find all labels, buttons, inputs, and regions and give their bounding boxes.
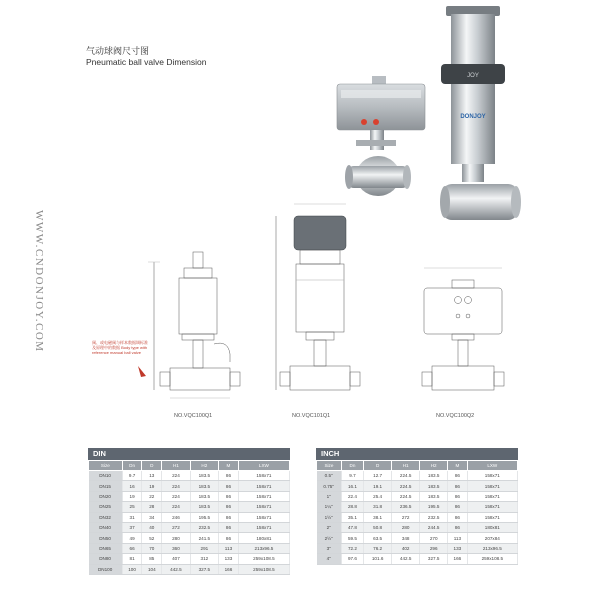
table-cell: 183.5 [420,481,448,491]
table-cell: 63.5 [364,533,392,543]
table-cell: 100 [122,564,142,574]
table-cell: 86 [448,522,467,532]
table-cell: 232.5 [190,522,218,532]
table-cell: 133 [448,543,467,553]
table-row [89,564,290,574]
table-cell: 72.2 [341,543,363,553]
table-cell: 70 [142,543,162,553]
table-cell: 86 [219,522,239,532]
table-cell: 232.5 [420,512,448,522]
column-header: M [219,461,239,471]
table-row [317,491,518,501]
din-table-title: DIN [88,448,290,460]
table-cell: 180x81 [467,522,517,532]
table-cell: 38.1 [364,512,392,522]
table-cell: 25 [122,502,142,512]
caption-vqc100q1: NO.VQC100Q1 [174,413,213,419]
column-header: Size [317,461,342,471]
table-row [89,491,290,501]
table-row [317,554,518,564]
column-header: D [142,461,162,471]
table-cell: DN32 [89,512,123,522]
table-cell: 272 [392,512,420,522]
table-cell: 13 [142,471,162,481]
table-cell: 224 [162,481,190,491]
table-cell: 19 [142,481,162,491]
table-cell: 22.4 [341,491,363,501]
table-cell: 407 [162,554,190,564]
table-row [317,512,518,522]
table-cell: 37 [122,522,142,532]
table-row [317,522,518,532]
drawing-vqc100q2 [422,268,504,390]
table-cell: 86 [219,491,239,501]
table-cell: 183.5 [190,471,218,481]
inch-table [316,448,518,565]
table-cell: 9.7 [341,471,363,481]
inch-dimension-table [316,460,518,565]
table-cell: 442.5 [392,554,420,564]
table-cell: 280 [162,533,190,543]
table-cell: 86 [219,471,239,481]
table-cell: 86 [219,502,239,512]
table-cell: 348 [392,533,420,543]
table-cell: 246 [162,512,190,522]
photo-linear-actuator-valve [440,6,521,220]
table-cell: 402 [392,543,420,553]
caption-vqc100q2: NO.VQC100Q2 [436,413,475,419]
table-cell: 86 [219,533,239,543]
table-cell: 28.8 [341,502,363,512]
table-cell: 86 [448,481,467,491]
table-cell: 272 [162,522,190,532]
table-cell: 113 [448,533,467,543]
table-cell: 195.5 [190,512,218,522]
table-cell: DN40 [89,522,123,532]
table-cell: 224 [162,491,190,501]
caption-vqc101q1: NO.VQC101Q1 [292,413,331,419]
drawing-vqc100q1 [148,252,240,398]
table-cell: 224 [162,471,190,481]
column-header: H1 [392,461,420,471]
table-cell: DN65 [89,543,123,553]
drawing-vqc101q1 [276,204,360,390]
table-cell: DN15 [89,481,123,491]
table-cell: 183.5 [190,491,218,501]
table-cell: 158x71 [238,502,289,512]
brand-logo: DONJOY [460,114,486,120]
table-row [317,471,518,481]
table-row [89,533,290,543]
table-cell: 259x108.5 [467,554,517,564]
table-cell: 270 [420,533,448,543]
column-header: H2 [420,461,448,471]
page-title-en: Pneumatic ball valve Dimension [86,57,207,67]
table-cell: 213x96.5 [238,543,289,553]
table-row [89,481,290,491]
table-cell: 19.1 [364,481,392,491]
table-cell: 158x71 [467,471,517,481]
table-cell: 76.2 [364,543,392,553]
table-cell: 180x81 [238,533,289,543]
table-cell: 224 [162,502,190,512]
table-cell: 16 [122,481,142,491]
table-cell: 158x71 [238,522,289,532]
table-row [317,481,518,491]
table-row [317,533,518,543]
table-cell: 66 [122,543,142,553]
table-cell: 113 [219,543,239,553]
table-cell: 183.5 [190,502,218,512]
table-cell: 22 [142,491,162,501]
table-cell: 1" [317,491,342,501]
table-cell: DN80 [89,554,123,564]
table-cell: 2½" [317,533,342,543]
table-cell: 86 [219,481,239,491]
table-row [317,543,518,553]
table-cell: 59.5 [341,533,363,543]
svg-text:JOY: JOY [467,73,479,79]
table-cell: 0.75" [317,481,342,491]
table-cell: 442.5 [162,564,190,574]
table-cell: 158x71 [467,502,517,512]
table-cell: 158x71 [467,512,517,522]
table-cell: 241.5 [190,533,218,543]
drawing-note: 阀、或电磁阀与样本数据调标准及原理中的数据 Body type with reference manual ball valve [92,340,148,355]
table-cell: 158x71 [238,512,289,522]
table-cell: 49 [122,533,142,543]
table-cell: 224.5 [392,491,420,501]
table-cell: 86 [448,471,467,481]
table-cell: 236.5 [392,502,420,512]
table-cell: 3" [317,543,342,553]
table-cell: 86 [219,512,239,522]
table-cell: 101.6 [364,554,392,564]
table-cell: 2" [317,522,342,532]
table-cell: 207x84 [467,533,517,543]
column-header: H1 [162,461,190,471]
table-cell: 213x96.5 [467,543,517,553]
table-cell: 9.7 [122,471,142,481]
page-title-cn: 气动球阀尺寸图 [86,46,150,56]
table-cell: DN50 [89,533,123,543]
table-cell: DN20 [89,491,123,501]
table-cell: 195.5 [420,502,448,512]
table-cell: 35.1 [341,512,363,522]
table-cell: 85 [142,554,162,564]
photo-rack-actuator-valve [337,76,425,196]
table-row [89,543,290,553]
table-cell: 86 [448,512,467,522]
table-cell: 166 [448,554,467,564]
column-header: Size [89,461,123,471]
table-cell: 158x71 [467,491,517,501]
table-cell: 34 [142,512,162,522]
table-cell: 360 [162,543,190,553]
table-cell: 327.5 [420,554,448,564]
table-cell: 81 [122,554,142,564]
table-cell: 16.1 [341,481,363,491]
table-cell: 50.8 [364,522,392,532]
column-header: D [364,461,392,471]
table-cell: 52 [142,533,162,543]
column-header: H2 [190,461,218,471]
table-cell: DN25 [89,502,123,512]
table-cell: 158x71 [238,471,289,481]
table-cell: DN100 [89,564,123,574]
table-row [89,512,290,522]
table-row [89,554,290,564]
table-cell: 1½" [317,512,342,522]
table-cell: 183.5 [420,491,448,501]
table-cell: 133 [219,554,239,564]
table-cell: DN10 [89,471,123,481]
table-cell: 183.5 [420,471,448,481]
table-cell: 312 [190,554,218,564]
table-cell: 4" [317,554,342,564]
column-header: LXW [238,461,289,471]
table-cell: 183.5 [190,481,218,491]
table-cell: 86 [448,491,467,501]
table-cell: 166 [219,564,239,574]
table-cell: 224.5 [392,471,420,481]
table-row [89,471,290,481]
table-cell: 0.5" [317,471,342,481]
table-cell: 104 [142,564,162,574]
column-header: Dn [122,461,142,471]
table-cell: 1¼" [317,502,342,512]
arrow-icon [138,366,146,377]
table-cell: 259x108.5 [238,564,289,574]
table-cell: 158x71 [467,481,517,491]
table-cell: 296 [420,543,448,553]
column-header: M [448,461,467,471]
table-cell: 158x71 [238,491,289,501]
table-cell: 86 [448,502,467,512]
column-header: LXW [467,461,517,471]
table-cell: 19 [122,491,142,501]
table-cell: 327.5 [190,564,218,574]
table-cell: 25.4 [364,491,392,501]
table-cell: 12.7 [364,471,392,481]
table-cell: 259x108.5 [238,554,289,564]
column-header: Dn [341,461,363,471]
table-cell: 158x71 [238,481,289,491]
table-row [89,522,290,532]
table-cell: 31 [122,512,142,522]
table-cell: 291 [190,543,218,553]
table-cell: 28 [142,502,162,512]
side-website-text: WWW.CNDONJOY.COM [33,210,45,353]
table-cell: 244.5 [420,522,448,532]
table-cell: 31.8 [364,502,392,512]
table-cell: 224.5 [392,481,420,491]
table-row [89,502,290,512]
table-cell: 47.8 [341,522,363,532]
table-row [317,502,518,512]
inch-table-title: INCH [316,448,518,460]
din-table [88,448,290,575]
table-cell: 97.6 [341,554,363,564]
din-dimension-table [88,460,290,575]
table-cell: 40 [142,522,162,532]
table-cell: 280 [392,522,420,532]
